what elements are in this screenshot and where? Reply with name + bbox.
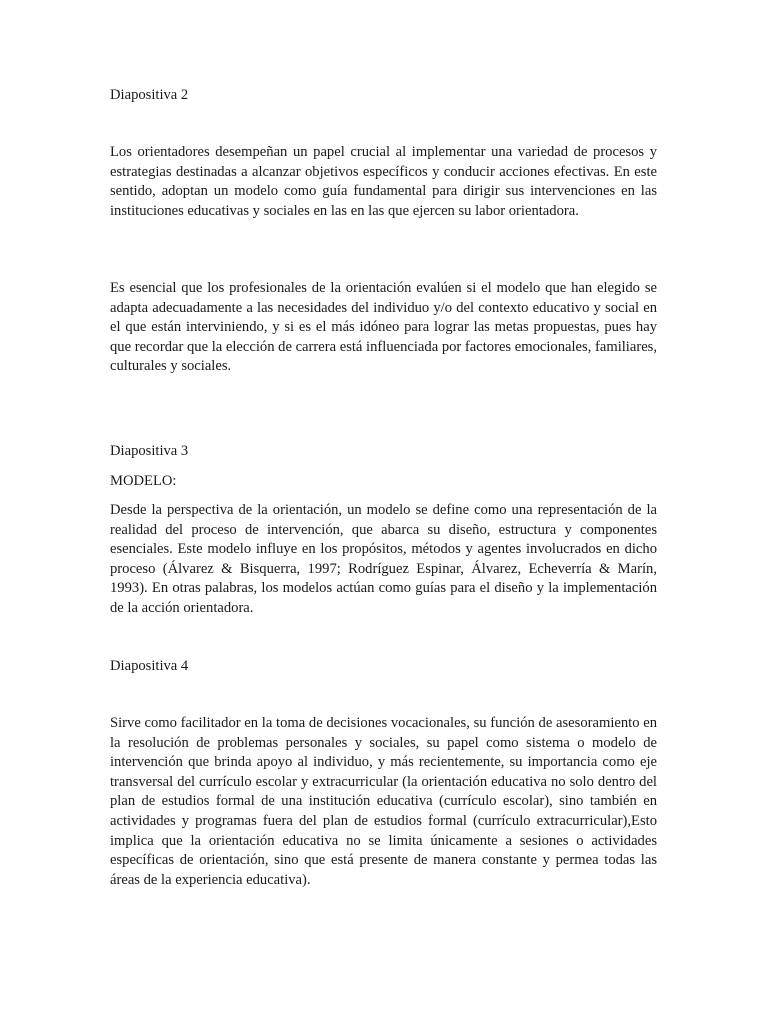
document-page <box>110 0 657 1024</box>
slide-3-heading: Diapositiva 3 <box>110 443 189 459</box>
slide-3-subheading: MODELO: <box>110 473 177 489</box>
slide-3-paragraph: Desde la perspectiva de la orientación, un modelo se define como una representación de la realidad del proceso de intervención, que abarca su diseño, estructura y componentes esenciales. Este modelo influye en los propósitos, métodos y agentes involucrados en dicho proceso (Álvarez & Bisquerra, 1997; Rodríguez Espinar, Álvarez, Echeverría & Marín, 1993). En otras palabras, los modelos actúan como guías para el diseño y la implementación de la acción orientadora. <box>110 502 657 616</box>
slide-2-paragraph-1: Los orientadores desempeñan un papel crucial al implementar una variedad de procesos y estrategias destinadas a alcanzar objetivos específicos y conducir acciones efectivas. En este sentido, adoptan un modelo como guía fundamental para dirigir sus intervenciones en las instituciones educativas y sociales en las en las que ejercen su labor orientadora. <box>110 144 657 219</box>
slide-4-paragraph: Sirve como facilitador en la toma de decisiones vocacionales, su función de asesoramiento en la resolución de problemas personales y sociales, su papel como sistema o modelo de intervención que brinda apoyo al individuo, y más recientemente, su importancia como eje transversal del currículo escolar y extracurricular (la orientación educativa no solo dentro del plan de estudios formal de una institución educativa (currículo escolar), sino también en actividades y programas fuera del plan de estudios formal (currículo extracurricular),Esto implica que la orientación educativa no se limita únicamente a sesiones o actividades específicas de orientación, sino que está presente de manera constante y permea todas las áreas de la experiencia educativa). <box>110 715 657 888</box>
slide-4-heading: Diapositiva 4 <box>110 658 189 674</box>
slide-2-heading: Diapositiva 2 <box>110 87 189 103</box>
slide-2-paragraph-2: Es esencial que los profesionales de la orientación evalúen si el modelo que han elegido se adapta adecuadamente a las necesidades del individuo y/o del contexto educativo y social en el que están interviniendo, y si es el más idóneo para lograr las metas propuestas, pues hay que recordar que la elección de carrera está influenciada por factores emocionales, familiares, culturales y sociales. <box>110 280 657 375</box>
